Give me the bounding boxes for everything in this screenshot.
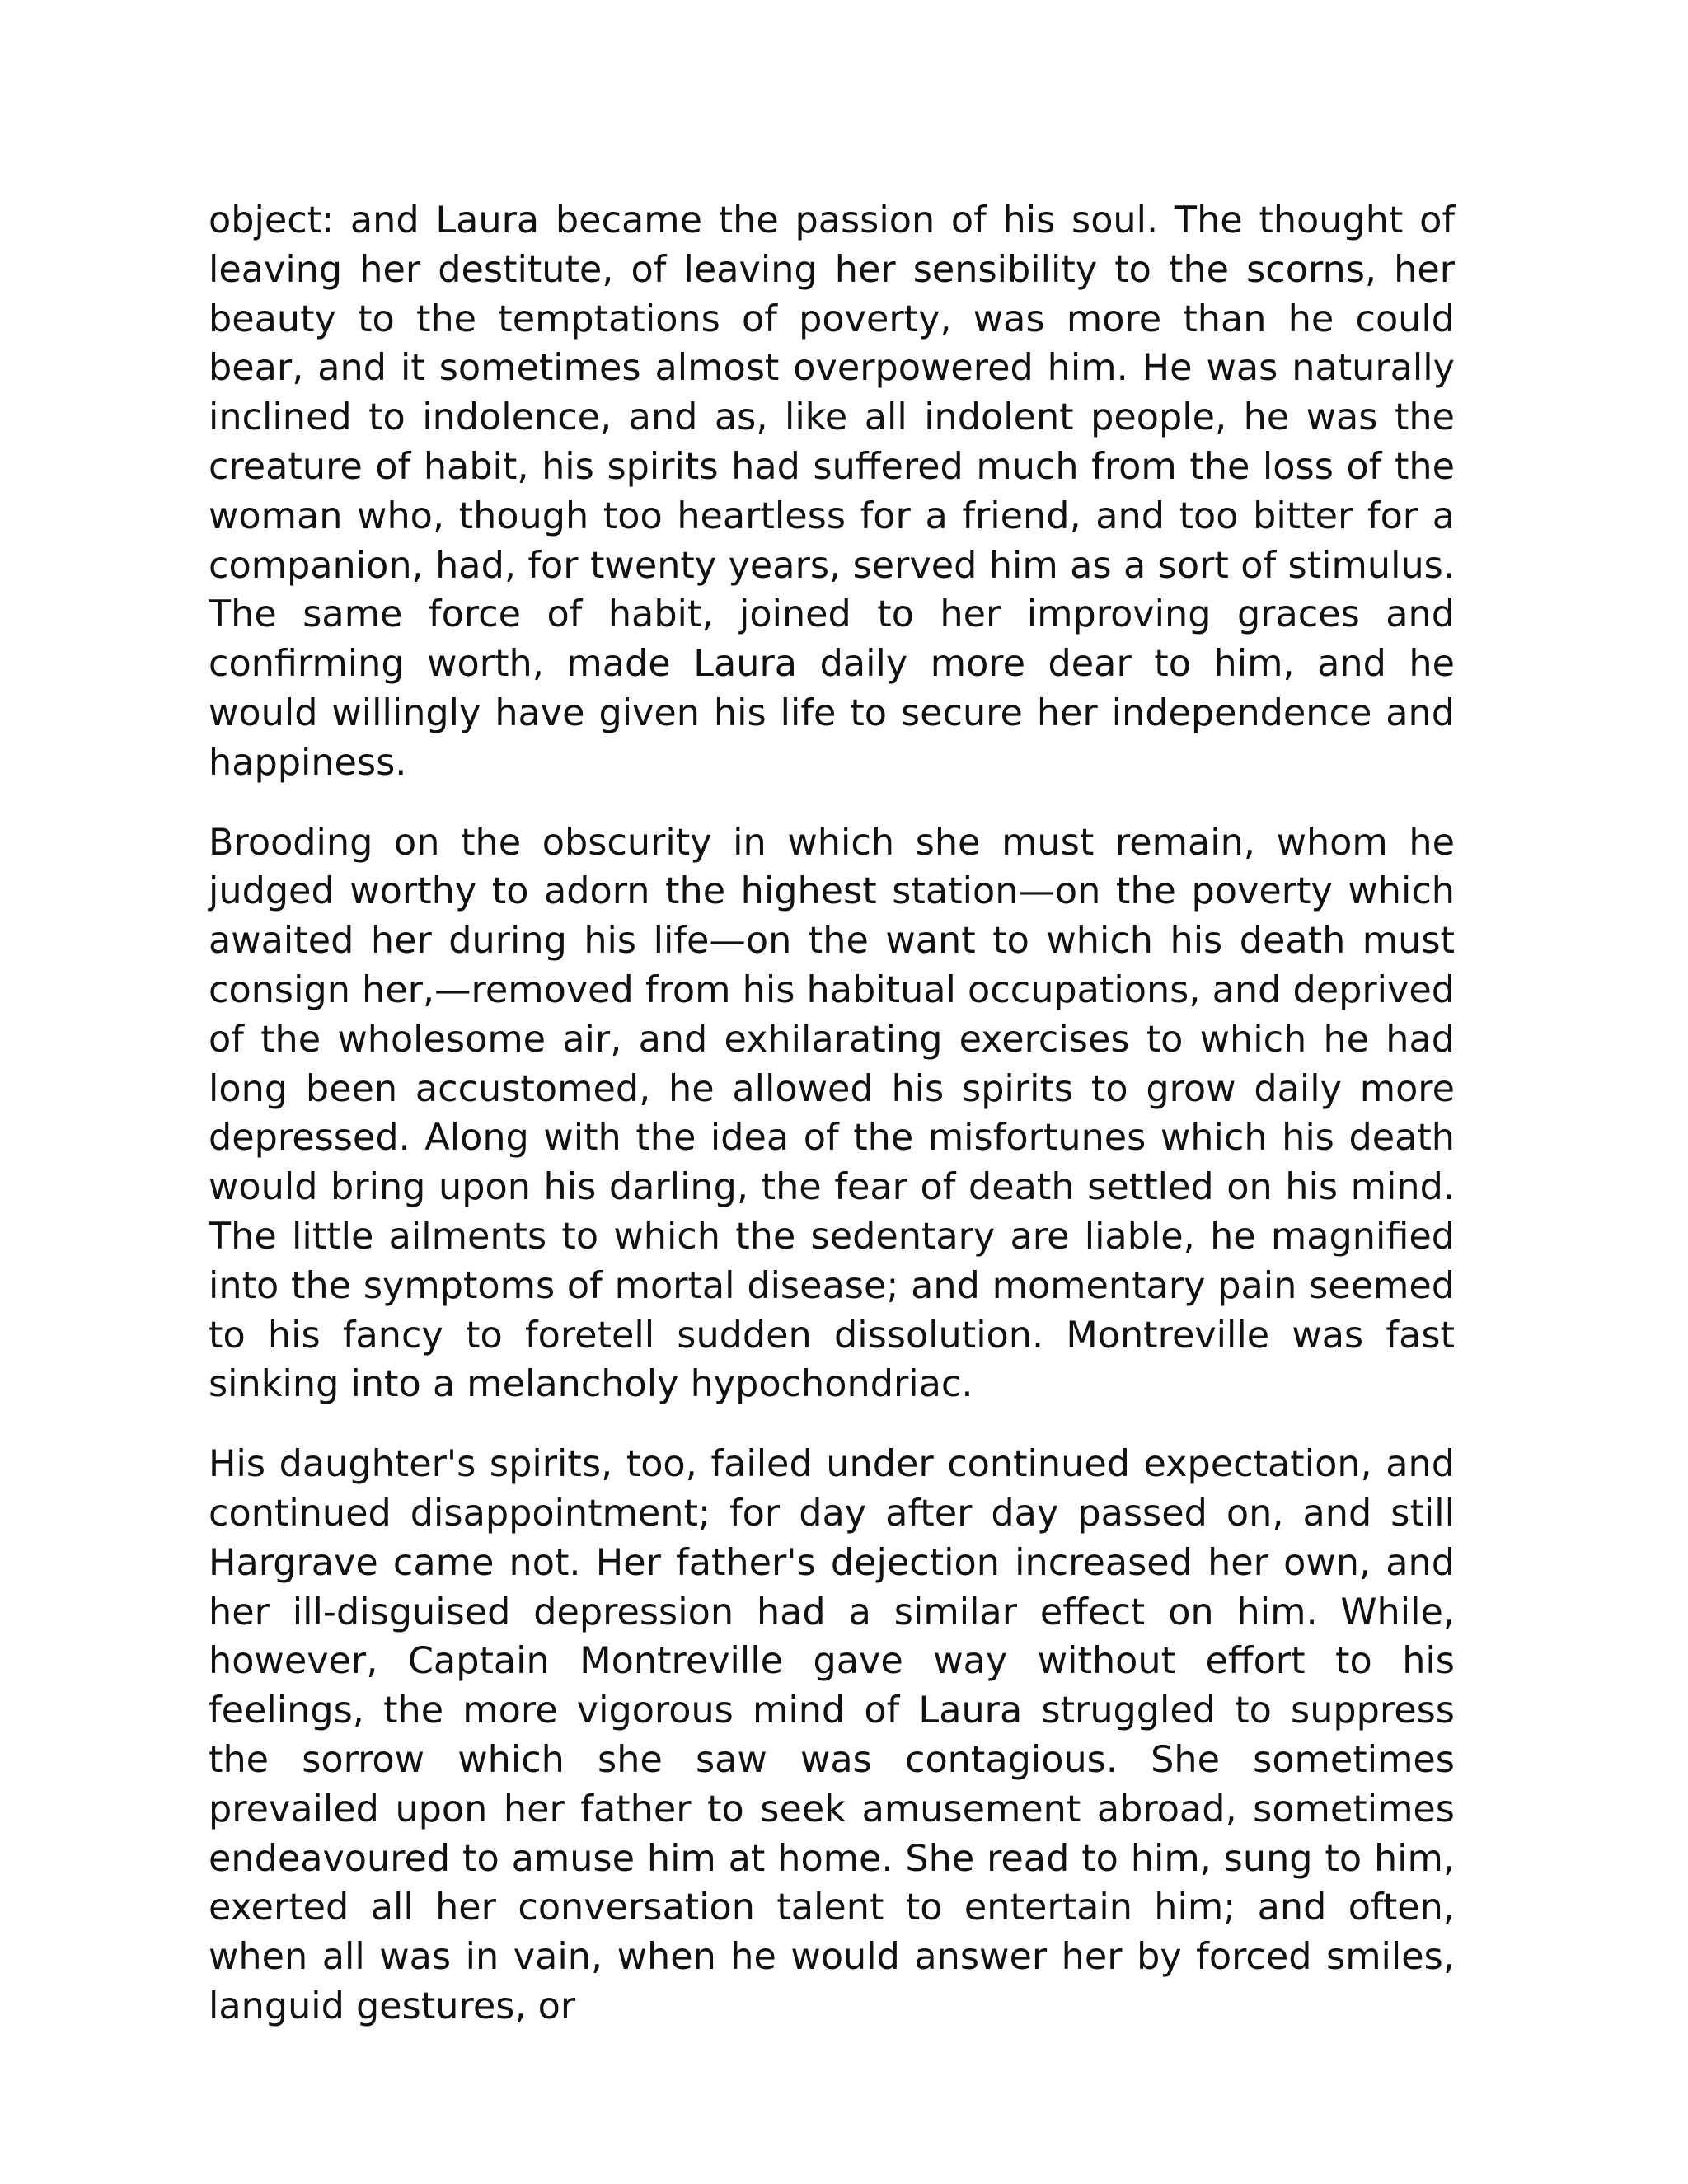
paragraph-1: object: and Laura became the passion of his soul. The thought of leaving her destitute, of leaving her sensibility to the scorns, her beauty to the temptations of poverty, was more than he could bear, and it sometimes almost overpowered him. He was naturally inclined to indolence, and as, like all indolent people, he was the creature of habit, his spirits had suffered much from the loss of the woman who, though too heartless for a friend, and too bitter for a companion, had, for twenty years, served him as a sort of stimulus. The same force of habit, joined to her improving graces and confirming worth, made Laura daily more dear to him, and he would willingly have given his life to secure her independence and happiness. [209,199,1455,784]
body-text [209,196,1455,2032]
paragraph-3: His daughter's spirits, too, failed under continued expectation, and continued disappointment; for day after day passed on, and still Hargrave came not. Her father's dejection increased her own, and her ill-disguised depression had a similar effect on him. While, however, Captain Montreville gave way without effort to his feelings, the more vigorous mind of Laura struggled to suppress the sorrow which she saw was contagious. She sometimes prevailed upon her father to seek amusement abroad, sometimes endeavoured to amuse him at home. She read to him, sung to him, exerted all her conversation talent to entertain him; and often, when all was in vain, when he would answer her by forced smiles, languid gestures, or [209,1443,1455,2027]
paragraph-2: Brooding on the obscurity in which she must remain, whom he judged worthy to adorn the highest station—on the poverty which awaited her during his life—on the want to which his death must consign her,—removed from his habitual occupations, and deprived of the wholesome air, and exhilarating exercises to which he had long been accustomed, he allowed his spirits to grow daily more depressed. Along with the idea of the misfortunes which his death would bring upon his darling, the fear of death settled on his mind. The little ailments to which the sedentary are liable, he magnified into the symptoms of mortal disease; and momentary pain seemed to his fancy to foretell sudden dissolution. Montreville was fast sinking into a melancholy hypochondriac. [209,821,1456,1406]
